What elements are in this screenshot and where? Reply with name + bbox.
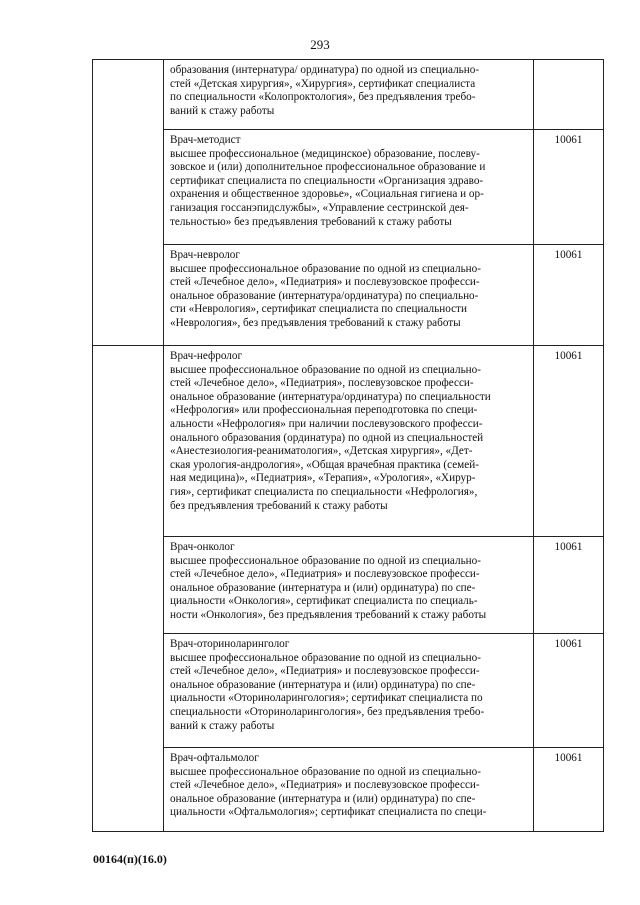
- entry-line: «Нефрология» или профессиональная переподготовка по специ-: [170, 404, 478, 417]
- entry-line: ональное образование (интернатура и (или) ординатура) по спе-: [170, 792, 476, 805]
- qualification-table: [92, 59, 604, 832]
- description-cell: [164, 245, 534, 346]
- description-cell: [164, 346, 534, 537]
- entry-line: альности «Нефрология» при наличии послевузовского професси-: [170, 417, 483, 430]
- entry-line: стей «Лечебное дело», «Педиатрия» и послевузовское професси-: [170, 276, 480, 289]
- page-number: 293: [310, 37, 330, 52]
- entry-line: Врач-нефролог: [170, 350, 243, 362]
- entry-text: [164, 537, 533, 625]
- description-cell: [164, 748, 534, 832]
- code-cell: [534, 60, 604, 130]
- entry-line: сти «Неврология», сертификат специалиста по специальности: [170, 303, 467, 316]
- entry-line: Врач-методист: [170, 134, 241, 146]
- code-cell: [534, 537, 604, 634]
- entry-line: высшее профессиональное образование по одной из специально-: [170, 651, 481, 664]
- description-cell: [164, 634, 534, 748]
- entry-line: циальности «Онкология», сертификат специалиста по специаль-: [170, 595, 478, 608]
- entry-line: стей «Лечебное дело», «Педиатрия» и послевузовское професси-: [170, 568, 480, 581]
- document-code: 00164(п)(16.0): [93, 852, 167, 866]
- entry-line: высшее профессиональное (медицинское) образование, послеву-: [170, 147, 480, 160]
- entry-text: [164, 748, 533, 822]
- category-code: 10061: [554, 638, 583, 650]
- table-row: [93, 346, 604, 537]
- code-cell: [534, 634, 604, 748]
- entry-text: [164, 346, 533, 515]
- entry-line: высшее профессиональное образование по одной из специально-: [170, 363, 481, 376]
- entry-line: высшее профессиональное образование по одной из специально-: [170, 262, 481, 275]
- code-cell: [534, 748, 604, 832]
- description-cell: [164, 130, 534, 245]
- entry-line: по специальности «Колопроктология», без предъявления требо-: [170, 91, 476, 104]
- entry-line: ганизация госсанэпидслужбы», «Управление сестринской дея-: [170, 201, 469, 214]
- category-code: 10061: [554, 134, 583, 146]
- group-cell: [93, 60, 164, 346]
- entry-line: стей «Лечебное дело», «Педиатрия», послевузовское професси-: [170, 377, 474, 390]
- entry-line: ская урология-андрология», «Общая врачебная практика (семей-: [170, 458, 479, 471]
- entry-line: образования (интернатура/ ординатура) по одной из специально-: [170, 64, 480, 76]
- entry-line: ональное образование (интернатура/ординатура) по специально-: [170, 289, 479, 302]
- entry-line: ная медицина)», «Педиатрия», «Терапия», «Урология», «Хирур-: [170, 472, 476, 485]
- entry-line: ваний к стажу работы: [170, 719, 275, 732]
- entry-line: Врач-оториноларинголог: [170, 638, 290, 650]
- entry-text: [164, 245, 533, 333]
- entry-line: высшее профессиональное образование по одной из специально-: [170, 554, 481, 567]
- entry-line: Врач-офтальмолог: [170, 752, 259, 764]
- entry-line: зовское и (или) дополнительное профессиональное образование и: [170, 161, 486, 174]
- entry-line: тельностью» без предъявления требований к стажу работы: [170, 215, 452, 228]
- description-cell: [164, 60, 534, 130]
- entry-line: ональное образование (интернатура/ординатура) по специальности: [170, 390, 491, 403]
- category-code: 10061: [554, 541, 583, 553]
- entry-line: высшее профессиональное образование по одной из специально-: [170, 765, 481, 778]
- entry-line: стей «Лечебное дело», «Педиатрия» и послевузовское професси-: [170, 779, 480, 792]
- category-code: 10061: [554, 350, 583, 362]
- entry-line: стей «Лечебное дело», «Педиатрия» и послевузовское професси-: [170, 665, 480, 678]
- category-code: 10061: [554, 249, 583, 261]
- entry-line: «Анестезиология-реаниматология», «Детская хирургия», «Дет-: [170, 445, 473, 458]
- group-cell: [93, 346, 164, 832]
- table-row: [93, 130, 604, 245]
- category-code: 10061: [554, 752, 583, 764]
- entry-line: Врач-невролог: [170, 249, 240, 261]
- entry-line: ональное образование (интернатура и (или) ординатура) по спе-: [170, 678, 476, 691]
- entry-line: стей «Детская хирургия», «Хирургия», сертификат специалиста: [170, 77, 476, 90]
- entry-line: «Неврология», без предъявления требований к стажу работы: [170, 316, 461, 329]
- entry-line: циальности «Оториноларингология»; сертификат специалиста по: [170, 692, 483, 705]
- code-cell: [534, 346, 604, 537]
- table-row: [93, 60, 604, 130]
- entry-line: гия», сертификат специалиста по специальности «Нефрология»,: [170, 485, 478, 498]
- entry-line: Врач-онколог: [170, 541, 235, 553]
- entry-line: циальности «Офтальмология»; сертификат специалиста по специ-: [170, 806, 487, 819]
- table-row: [93, 748, 604, 832]
- entry-line: онального образования (ординатура) по одной из специальностей: [170, 431, 484, 444]
- entry-line: без предъявления требований к стажу работы: [170, 499, 388, 512]
- description-cell: [164, 537, 534, 634]
- table-row: [93, 537, 604, 634]
- entry-line: ности «Онкология», без предъявления требований к стажу работы: [170, 608, 487, 621]
- entry-line: ональное образование (интернатура и (или) ординатура) по спе-: [170, 581, 476, 594]
- table-row: [93, 245, 604, 346]
- entry-line: сертификат специалиста по специальности «Организация здраво-: [170, 174, 484, 187]
- entry-line: ваний к стажу работы: [170, 104, 275, 117]
- category-code: [534, 60, 603, 64]
- entry-line: специальности «Оториноларингология», без предъявления требо-: [170, 705, 485, 718]
- code-cell: [534, 130, 604, 245]
- entry-text: [164, 60, 533, 120]
- table-row: [93, 634, 604, 748]
- code-cell: [534, 245, 604, 346]
- entry-text: [164, 634, 533, 735]
- entry-line: охранения и общественное здоровье», «Социальная гигиена и ор-: [170, 188, 484, 201]
- entry-text: [164, 130, 533, 231]
